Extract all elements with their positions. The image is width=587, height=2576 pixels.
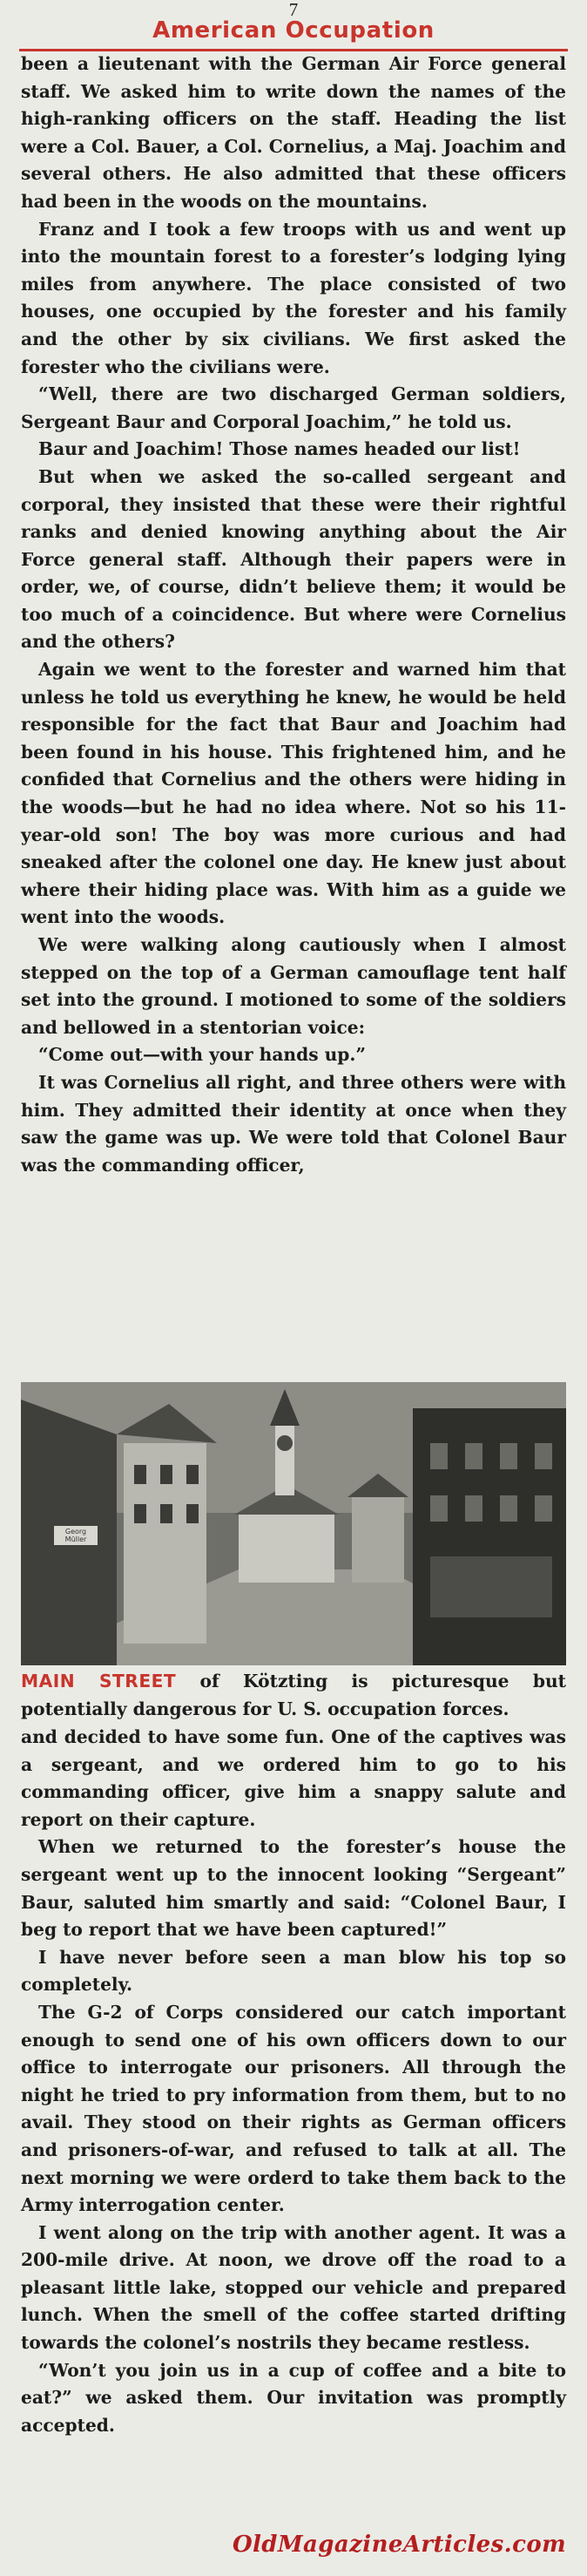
article-text-top [21,51,566,1179]
paragraph: I went along on the trip with another agent. It was a 200-mile drive. At noon, we drove off the road to a pleasant little lake, stopped our vehicle and prepared lunch. When the smell of the coffee started drifting towards the colonel’s nostrils they became restless. [21,2221,566,2354]
paragraph: We were walking along cautiously when I almost stepped on the top of a German camouflage tent half set into the ground. I motioned to some of the soldiers and bellowed in a stentorian voice: [21,934,566,1038]
paragraph: and decided to have some fun. One of the captives was a sergeant, and we ordered him to go to his commanding officer, give him a snappy salute and report on their capture. [21,1726,566,1830]
paragraph: “Come out—with your hands up.” [38,1044,367,1066]
article-text-bottom [21,1724,566,2439]
street-photo [21,1382,566,1665]
paragraph: Franz and I took a few troops with us and went up into the mountain forest to a forester’s lodging lying miles from anywhere. The place consisted of two houses, one occupied by the forester and his family and the other by six civilians. We first asked the forester who the civilians were. [21,218,566,377]
paragraph: But when we asked the so-called sergeant and corporal, they insisted that these were their rightful ranks and denied knowing anything about the Air Force general staff. Although their papers were in order, we, of course, didn’t believe them; it would be too much of a coincidence. But where were Cornelius and the others? [21,465,566,653]
street-photo-drawing [21,1382,566,1665]
paragraph: I have never before seen a man blow his top so completely. [21,1946,566,1996]
paragraph: When we returned to the forester’s house the sergeant went up to the innocent looking “Sergeant” Baur, saluted him smartly and said: “Colonel Baur, I beg to report that we have been captured!” [21,1836,566,1941]
paragraph: “Well, there are two discharged German soldiers, Sergeant Baur and Corporal Joachim,” he told us. [21,383,566,432]
caption-text: of Kötzting is picturesque but potentially dangerous for U. S. occupation forces. [21,1671,566,1719]
paragraph: It was Cornelius all right, and three others were with him. They admitted their identity at once when they saw the game was up. We were told that Colonel Baur was the commanding officer, [21,1071,566,1176]
photo-caption [21,1668,566,1723]
site-watermark: OldMagazineArticles.com [232,2532,566,2558]
running-head: American Occupation [152,17,435,44]
paragraph: Again we went to the forester and warned him that unless he told us everything he knew, he would be held responsible for the fact that Baur and Joachim had been found in his house. This frightened him, and he confided that Cornelius and the others were hiding in the woods—but he had no idea where. Not so his 11-year-old son! The boy was more curious and had sneaked after the colonel one day. He knew just about where their hiding place was. With him as a guide we went into the woods. [21,659,566,928]
page-number: 7 [288,0,299,20]
paragraph: “Won’t you join us in a cup of coffee and a bite to eat?” we asked them. Our invitation was promptly accepted. [21,2359,566,2436]
paragraph: been a lieutenant with the German Air Force general staff. We asked him to write down the names of the high-ranking officers on the staff. Heading the list were a Col. Bauer, a Col. Cornelius, a Maj. Joachim and several others. He also admitted that these officers had been in the woods on the mountains. [21,53,566,212]
caption-lead: MAIN STREET [21,1671,177,1691]
shop-sign: Georg Müller [64,1528,87,1543]
paragraph: The G-2 of Corps considered our catch important enough to send one of his own officers down to our office to interrogate our prisoners. All through the night he tried to pry information from them, but to no avail. They stood on their rights as German officers and prisoners-of-war, and refused to talk at all. The next morning we were orderd to take them back to the Army interrogation center. [21,2001,566,2216]
paragraph: Baur and Joachim! Those names headed our list! [38,438,521,460]
